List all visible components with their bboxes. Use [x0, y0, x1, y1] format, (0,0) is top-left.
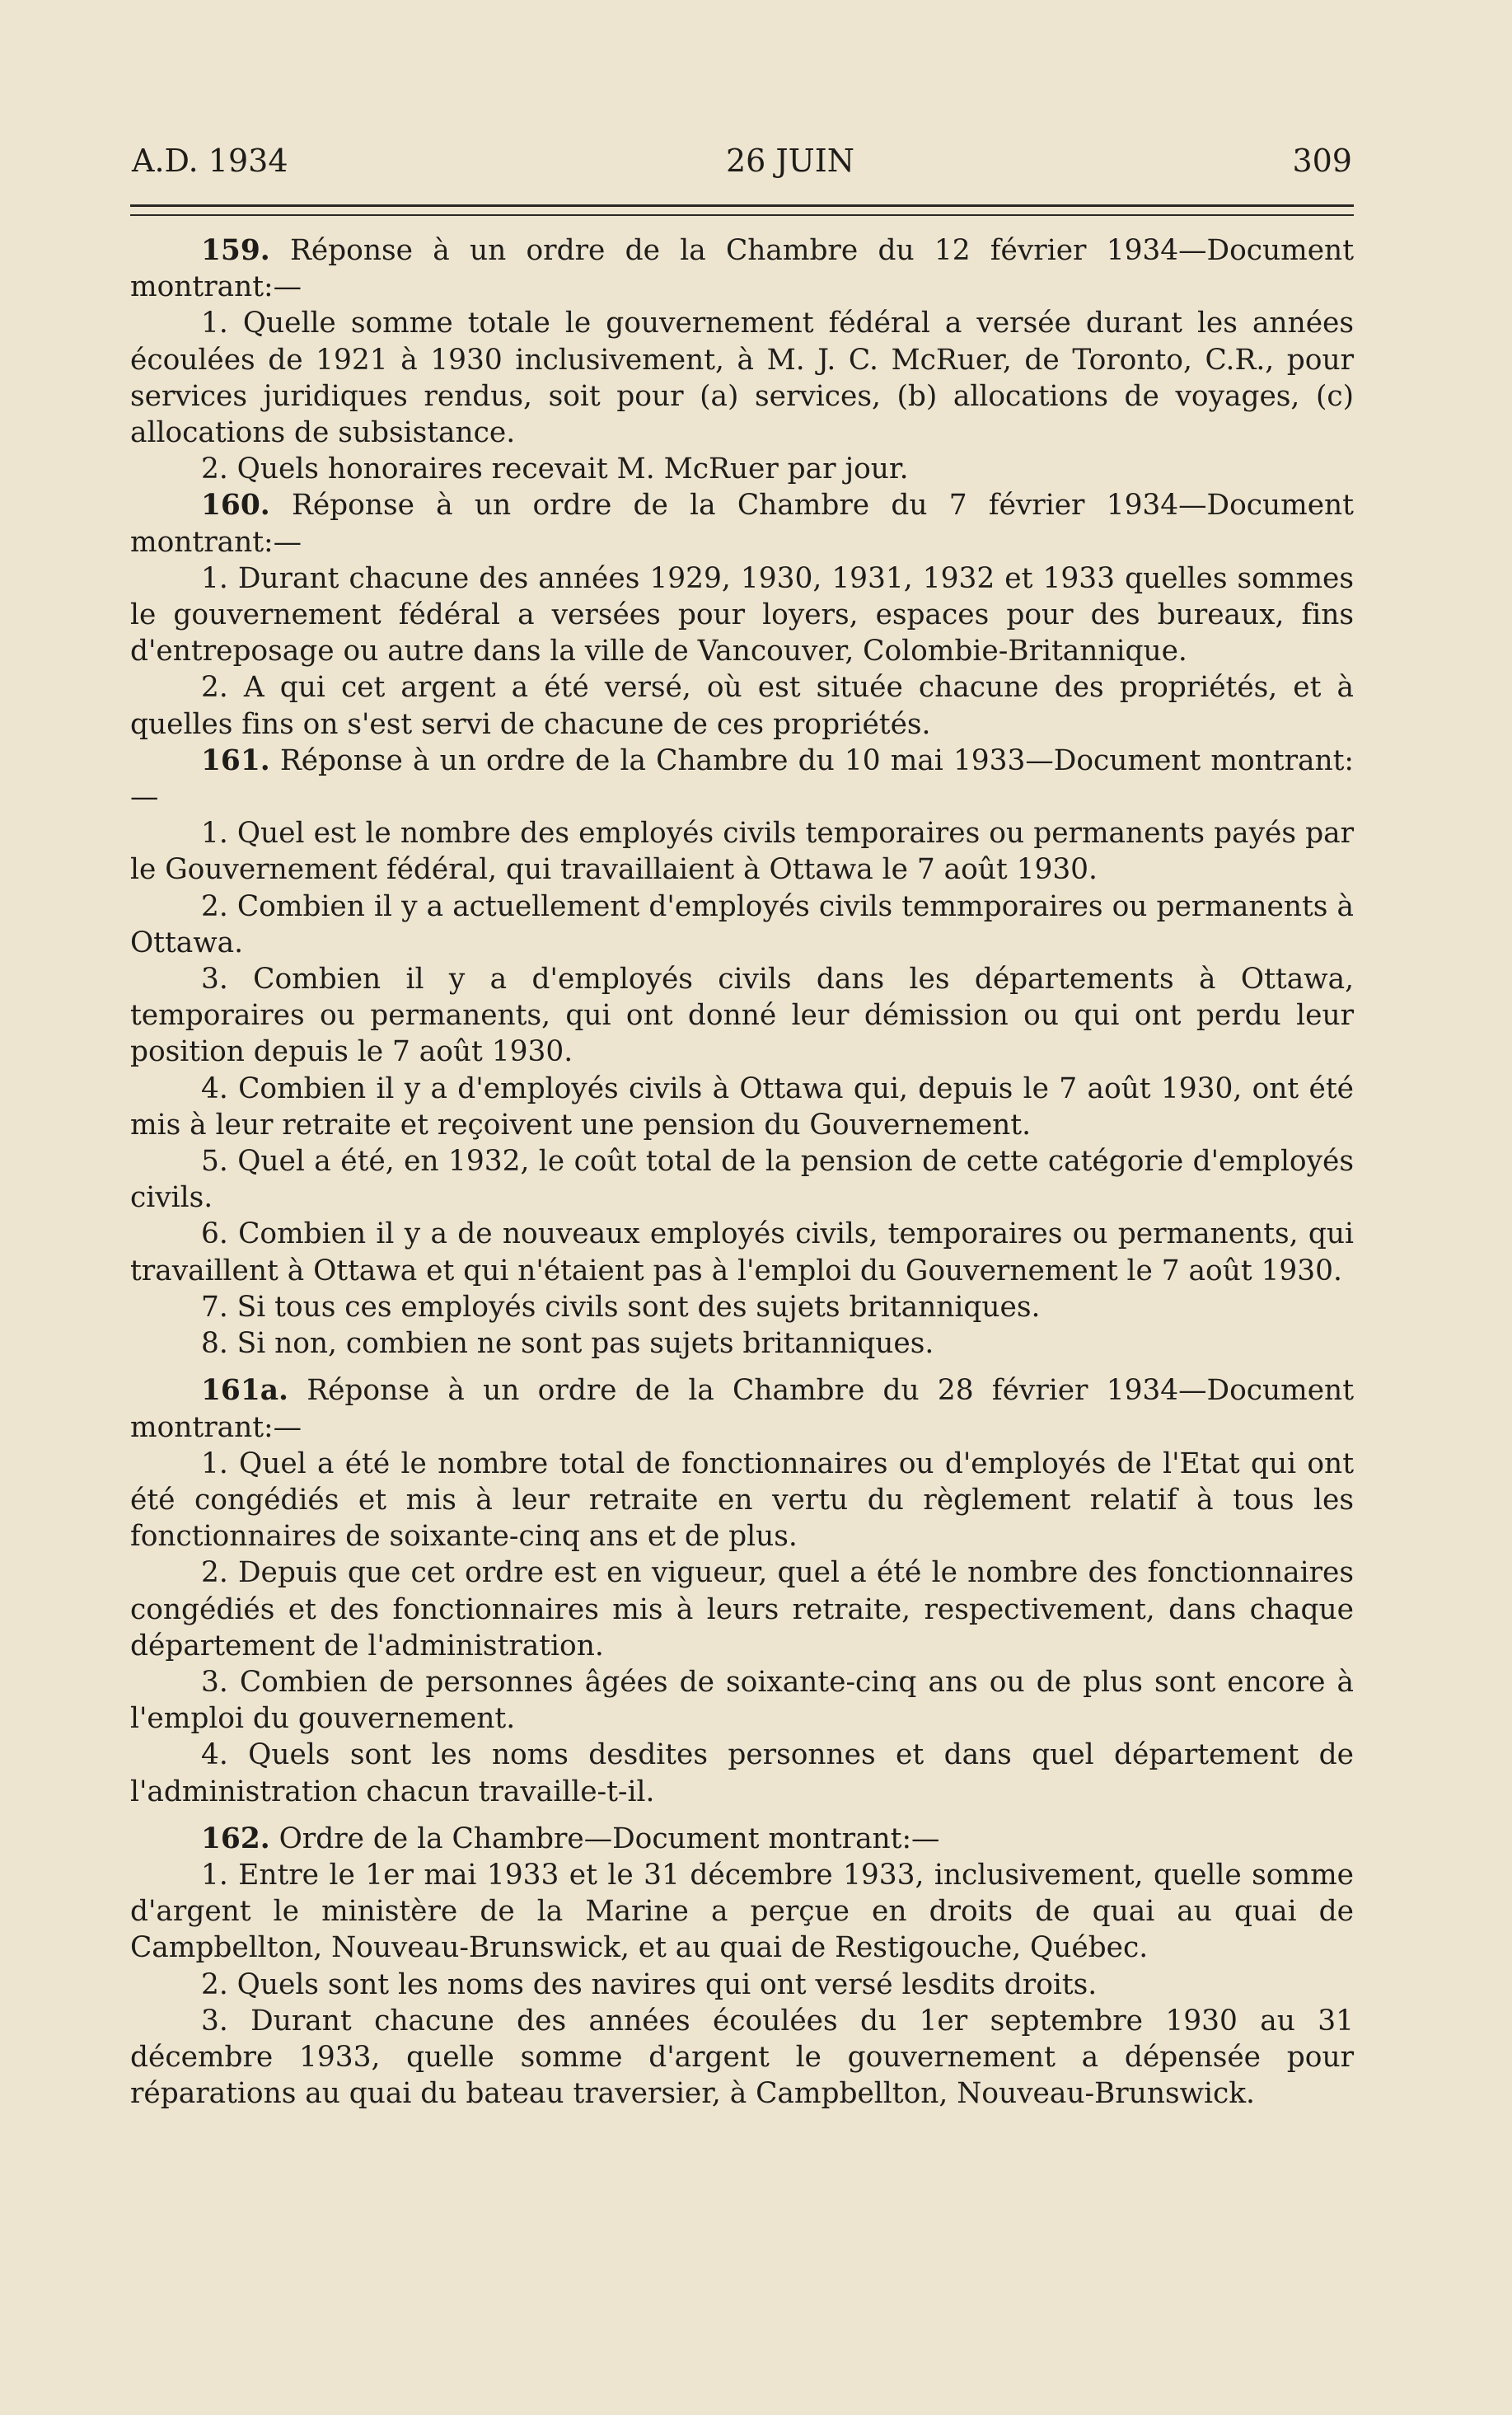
list-item: 1. Durant chacune des années 1929, 1930, 1931, 1932 et 1933 quelles sommes le gouvernement fédéral a versées pour loyers, espaces pour des bureaux, fins d'entreposage ou autre dans la ville de Vancouver, Colombie-Britannique. [130, 561, 1354, 668]
list-item: 1. Quelle somme totale le gouvernement fédéral a versée durant les années écoulées de 1921 à 1930 inclusivement, à M. J. C. McRuer, de Toronto, C.R., pour services juridiques rendus, soit pour (a) services, (b) allocations de voyages, (c) allocations de subsistance. [130, 307, 1354, 450]
entry-161a-intro: 161a. Réponse à un ordre de la Chambre du 28 février 1934—Document montrant:— [130, 1374, 1354, 1444]
entry-number: 160. [201, 489, 270, 523]
document-body [130, 232, 1354, 2112]
list-item: 3. Durant chacune des années écoulées du 1er septembre 1930 au 31 décembre 1933, quelle somme d'argent le gouvernement a dépensée pour réparations au quai du bateau traversier, à Campbellton, Nouveau-Brunswick. [130, 2004, 1354, 2111]
entry-160-intro: 160. Réponse à un ordre de la Chambre du 7 février 1934—Document montrant:— [130, 489, 1354, 559]
list-item: 2. Quels honoraires recevait M. McRuer par jour. [201, 453, 909, 486]
list-item: 8. Si non, combien ne sont pas sujets britanniques. [201, 1327, 934, 1361]
list-item: 2. Depuis que cet ordre est en vigueur, quel a été le nombre des fonctionnaires congédiés et des fonctionnaires mis à leurs retraite, respectivement, dans chaque département de l'administration. [130, 1556, 1354, 1662]
entry-number: 161. [201, 743, 270, 777]
list-item: 6. Combien il y a de nouveaux employés civils, temporaires ou permanents, qui travaillent à Ottawa et qui n'étaient pas à l'emploi du Gouvernement le 7 août 1930. [130, 1217, 1354, 1287]
document-page [130, 138, 1354, 2112]
list-item: 4. Quels sont les noms desdites personnes et dans quel département de l'administration chacun travaille-t-il. [130, 1738, 1354, 1808]
header-date: 26 JUIN [726, 143, 854, 179]
list-item: 2. Quels sont les noms des navires qui ont versé lesdits droits. [201, 1967, 1098, 2001]
list-item: 3. Combien il y a d'employés civils dans les départements à Ottawa, temporaires ou permanents, qui ont donné leur démission ou qui ont perdu leur position depuis le 7 août 1930. [130, 963, 1354, 1069]
entry-number: 162. [201, 1822, 270, 1855]
entry-162-intro: 162. Ordre de la Chambre—Document montrant:— [201, 1822, 940, 1855]
list-item: 2. Combien il y a actuellement d'employés civils temmporaires ou permanents à Ottawa. [130, 889, 1354, 959]
list-item: 5. Quel a été, en 1932, le coût total de la pension de cette catégorie d'employés civils. [130, 1145, 1354, 1215]
list-item: 2. A qui cet argent a été versé, où est située chacune des propriétés, et à quelles fins on s'est servi de chacune de ces propriétés. [130, 671, 1354, 741]
entry-161-intro: 161. Réponse à un ordre de la Chambre du 10 mai 1933—Document montrant:— [130, 743, 1354, 814]
header-double-rule [130, 204, 1354, 216]
entry-number: 161a. [201, 1374, 288, 1408]
list-item: 3. Combien de personnes âgées de soixante-cinq ans ou de plus sont encore à l'emploi du gouvernement. [130, 1665, 1354, 1736]
entry-159-intro: 159. Réponse à un ordre de la Chambre du 12 février 1934—Document montrant:— [130, 234, 1354, 304]
list-item: 1. Quel est le nombre des employés civils temporaires ou permanents payés par le Gouvernement fédéral, qui travaillaient à Ottawa le 7 août 1930. [130, 817, 1354, 887]
entry-number: 159. [201, 234, 270, 267]
header-year: A.D. 1934 [132, 143, 288, 179]
list-item: 1. Entre le 1er mai 1933 et le 31 décembre 1933, inclusivement, quelle somme d'argent le ministère de la Marine a perçue en droits de quai au quai de Campbellton, Nouveau-Brunswick, et au quai de Restigouche, Québec. [130, 1858, 1354, 1965]
list-item: 7. Si tous ces employés civils sont des sujets britanniques. [201, 1290, 1041, 1324]
list-item: 4. Combien il y a d'employés civils à Ottawa qui, depuis le 7 août 1930, ont été mis à leur retraite et reçoivent une pension du Gouvernement. [130, 1072, 1354, 1142]
list-item: 1. Quel a été le nombre total de fonctionnaires ou d'employés de l'Etat qui ont été congédiés et mis à leur retraite en vertu du règlement relatif à tous les fonctionnaires de soixante-cinq ans et de plus. [130, 1447, 1354, 1554]
page-number: 309 [1292, 143, 1352, 179]
page-header [130, 138, 1354, 183]
